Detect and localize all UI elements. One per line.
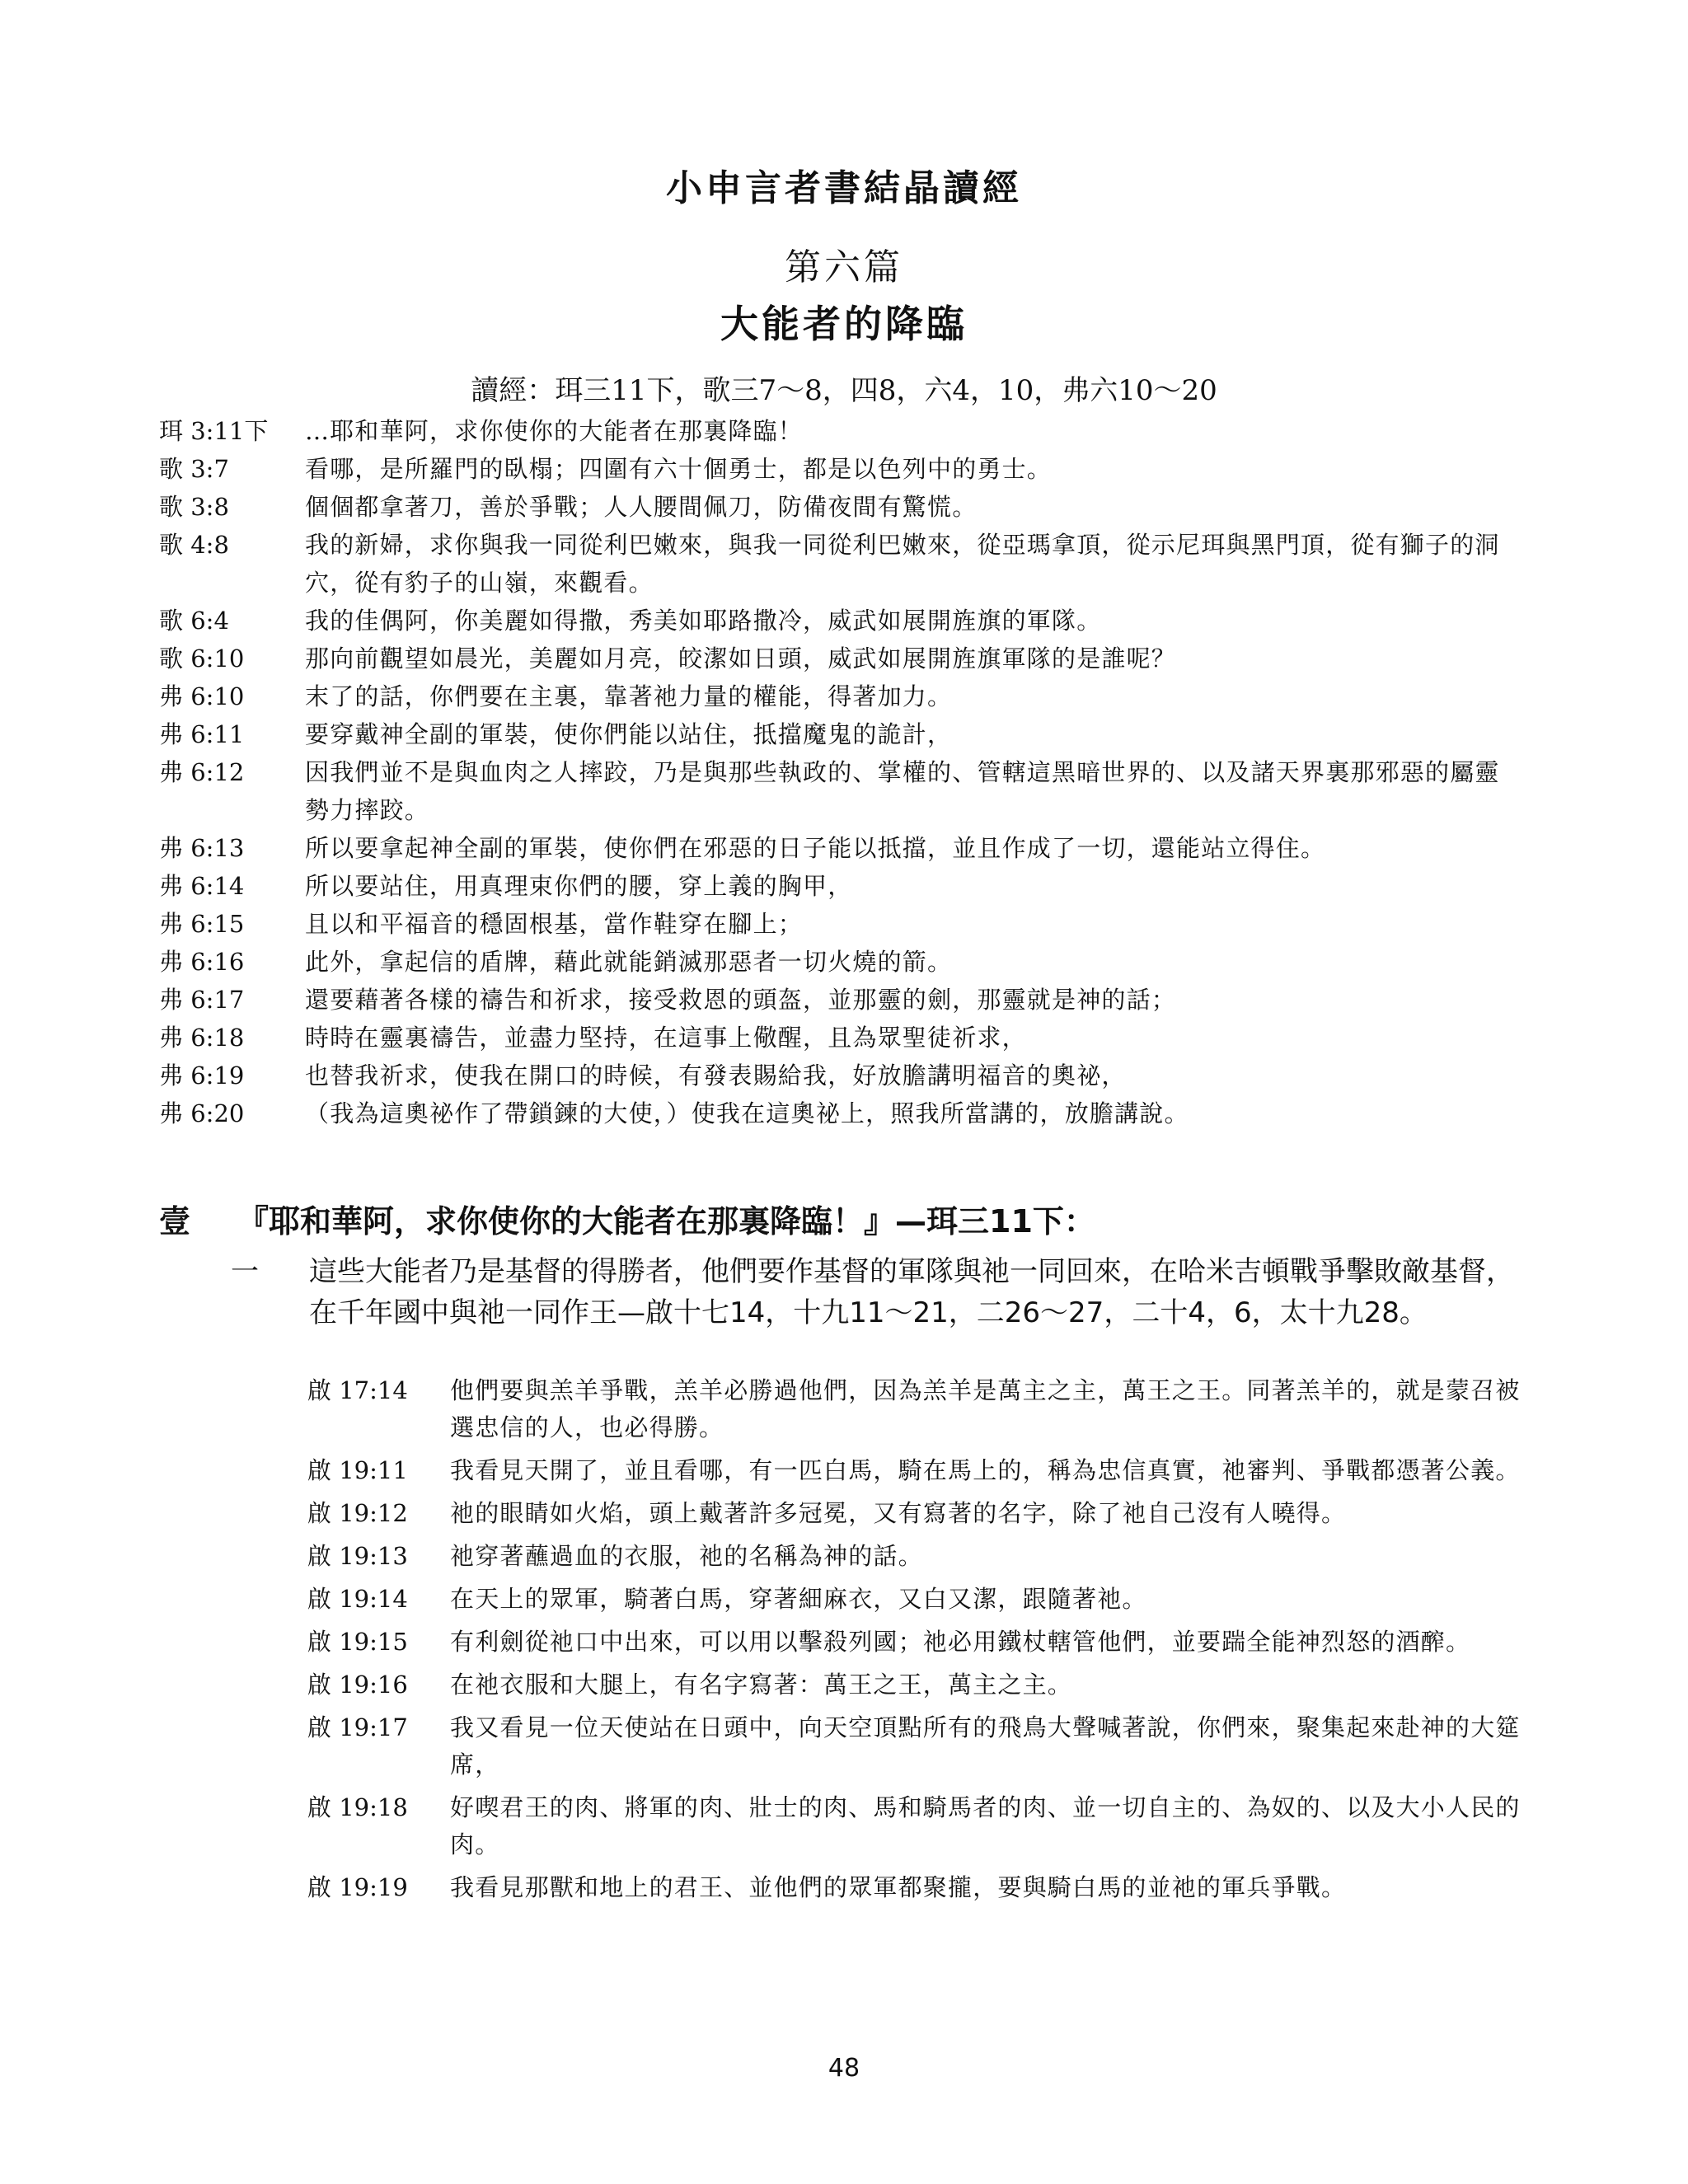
verse-reference: 啟 19:12 xyxy=(307,1499,408,1527)
verse-text: 所以要站住，用真理束你們的腰，穿上義的胸甲， xyxy=(305,872,853,900)
outline-heading-text: 『耶和華阿，求你使你的大能者在那裏降臨！』—珥三11下： xyxy=(237,1203,1095,1240)
verse-row xyxy=(159,450,1519,488)
verse-reference: 啟 19:17 xyxy=(307,1713,408,1741)
verse-text: 在天上的眾軍，騎著白馬，穿著細麻衣，又白又潔，跟隨著祂。 xyxy=(450,1585,1147,1613)
verse-text: 我看見那獸和地上的君王、並他們的眾軍都聚攏，要與騎白馬的並祂的軍兵爭戰。 xyxy=(450,1873,1347,1901)
verse-row xyxy=(307,1452,1527,1489)
verse-row xyxy=(159,943,1519,981)
verse-text: 我的佳偶阿，你美麗如得撒，秀美如耶路撒冷，威武如展開旌旗的軍隊。 xyxy=(305,607,1102,635)
verse-reference: 弗 6:19 xyxy=(159,1062,245,1090)
verse-reference: 歌 3:7 xyxy=(159,455,229,483)
verse-text: 末了的話，你們要在主裏，靠著祂力量的權能，得著加力。 xyxy=(305,682,953,710)
verse-text: 在祂衣服和大腿上，有名字寫著：萬王之王，萬主之主。 xyxy=(450,1671,1073,1699)
verse-text: 也替我祈求，使我在開口的時候，有發表賜給我，好放膽講明福音的奧祕， xyxy=(305,1062,1127,1090)
verse-reference: 珥 3:11下 xyxy=(159,417,269,445)
verse-reference: 啟 19:13 xyxy=(307,1542,408,1570)
verse-row xyxy=(307,1495,1527,1532)
scripture-reading: 讀經：珥三11下，歌三7～8，四8，六4，10，弗六10～20 xyxy=(471,374,1217,407)
verse-row xyxy=(159,867,1519,905)
verse-reference: 啟 17:14 xyxy=(307,1376,408,1404)
verse-reference: 啟 19:11 xyxy=(307,1456,408,1484)
verse-reference: 啟 19:15 xyxy=(307,1628,408,1656)
verse-row xyxy=(159,753,1519,829)
verse-reference: 弗 6:10 xyxy=(159,682,245,710)
verse-text: 祂的眼睛如火焰，頭上戴著許多冠冕，又有寫著的名字，除了祂自己沒有人曉得。 xyxy=(450,1499,1347,1527)
verse-text: 個個都拿著刀，善於爭戰；人人腰間佩刀，防備夜間有驚慌。 xyxy=(305,493,978,521)
verse-row xyxy=(159,488,1519,526)
outline-point xyxy=(231,1251,1525,1333)
verse-text: 所以要拿起神全副的軍裝，使你們在邪惡的日子能以抵擋，並且作成了一切，還能站立得住。 xyxy=(305,834,1326,862)
verse-row xyxy=(159,602,1519,640)
verse-text: 看哪，是所羅門的臥榻；四圍有六十個勇士，都是以色列中的勇士。 xyxy=(305,455,1053,483)
verse-text: 我的新婦，求你與我一同從利巴嫩來，與我一同從利巴嫩來，從亞瑪拿頂，從示尼珥與黑門頂，從有獅子的洞穴，從有豹子的山嶺，來觀看。 xyxy=(305,531,1500,597)
verse-reference: 歌 3:8 xyxy=(159,493,229,521)
verse-row xyxy=(159,829,1519,867)
verse-text: 因我們並不是與血肉之人摔跤，乃是與那些執政的、掌權的、管轄這黑暗世界的、以及諸天界裏那邪惡的屬靈勢力摔跤。 xyxy=(305,758,1500,824)
verse-row xyxy=(159,412,1519,450)
verse-row xyxy=(307,1581,1527,1618)
verse-reference: 弗 6:17 xyxy=(159,986,245,1014)
verse-row xyxy=(307,1624,1527,1661)
verse-reference: 歌 4:8 xyxy=(159,531,229,559)
verse-text: 他們要與羔羊爭戰，羔羊必勝過他們，因為羔羊是萬主之主，萬王之王。同著羔羊的，就是蒙召被選忠信的人，也必得勝。 xyxy=(450,1376,1521,1441)
verse-row xyxy=(159,981,1519,1019)
verse-reference: 啟 19:16 xyxy=(307,1671,408,1699)
outline-heading xyxy=(159,1199,1527,1244)
verse-row xyxy=(307,1709,1527,1783)
verse-reference: 弗 6:14 xyxy=(159,872,245,900)
verse-reference: 弗 6:13 xyxy=(159,834,245,862)
verse-row xyxy=(307,1538,1527,1575)
verse-row xyxy=(159,526,1519,602)
verse-row xyxy=(159,1094,1519,1132)
verse-reference: 啟 19:18 xyxy=(307,1793,408,1821)
verse-text: 有利劍從祂口中出來，可以用以擊殺列國；祂必用鐵杖轄管他們，並要踹全能神烈怒的酒醡。 xyxy=(450,1628,1471,1656)
verse-text: 我又看見一位天使站在日頭中，向天空頂點所有的飛鳥大聲喊著說，你們來，聚集起來赴神的大筵席， xyxy=(450,1713,1521,1779)
verse-row xyxy=(159,640,1519,677)
verse-text: …耶和華阿，求你使你的大能者在那裏降臨！ xyxy=(305,417,804,445)
page-number: 48 xyxy=(828,2054,860,2083)
verse-reference: 啟 19:14 xyxy=(307,1585,408,1613)
verse-reference: 弗 6:16 xyxy=(159,948,245,976)
verse-list xyxy=(159,412,1519,1132)
verse-row xyxy=(307,1869,1527,1906)
sub-verse-list xyxy=(307,1372,1527,1912)
verse-text: 要穿戴神全副的軍裝，使你們能以站住，抵擋魔鬼的詭計， xyxy=(305,720,953,748)
outline-point-text: 這些大能者乃是基督的得勝者，他們要作基督的軍隊與祂一同回來，在哈米吉頓戰爭擊敗敵基督，在千年國中與祂一同作王—啟十七14，十九11～21，二26～27，二十4，6，太十九28。 xyxy=(309,1255,1514,1329)
verse-row xyxy=(159,1057,1519,1094)
verse-text: 還要藉著各樣的禱告和祈求，接受救恩的頭盔，並那靈的劍，那靈就是神的話； xyxy=(305,986,1177,1014)
verse-row xyxy=(159,715,1519,753)
verse-row xyxy=(159,905,1519,943)
outline-heading-number: 壹 xyxy=(159,1203,191,1240)
verse-reference: 弗 6:15 xyxy=(159,910,245,938)
verse-row xyxy=(307,1666,1527,1704)
verse-reference: 歌 6:10 xyxy=(159,644,245,673)
verse-text: 時時在靈裏禱告，並盡力堅持，在這事上儆醒，且為眾聖徒祈求， xyxy=(305,1024,1027,1052)
verse-reference: 弗 6:18 xyxy=(159,1024,245,1052)
chapter-title: 大能者的降臨 xyxy=(720,302,968,346)
verse-text: 此外，拿起信的盾牌，藉此就能銷滅那惡者一切火燒的箭。 xyxy=(305,948,953,976)
verse-reference: 弗 6:12 xyxy=(159,758,245,786)
verse-text: 那向前觀望如晨光，美麗如月亮，皎潔如日頭，威武如展開旌旗軍隊的是誰呢？ xyxy=(305,644,1177,673)
verse-text: 好喫君王的肉、將軍的肉、壯士的肉、馬和騎馬者的肉、並一切自主的、為奴的、以及大小人民的肉。 xyxy=(450,1793,1521,1858)
book-title: 小申言者書結晶讀經 xyxy=(666,167,1022,209)
verse-text: 我看見天開了，並且看哪，有一匹白馬，騎在馬上的，稱為忠信真實，祂審判、爭戰都憑著公義。 xyxy=(450,1456,1521,1484)
outline-point-number: 一 xyxy=(231,1255,259,1288)
verse-row xyxy=(159,1019,1519,1057)
chapter-number: 第六篇 xyxy=(785,246,903,288)
verse-reference: 弗 6:11 xyxy=(159,720,245,748)
verse-row xyxy=(307,1372,1527,1446)
verse-row xyxy=(159,677,1519,715)
verse-reference: 歌 6:4 xyxy=(159,607,229,635)
verse-reference: 啟 19:19 xyxy=(307,1873,408,1901)
verse-row xyxy=(307,1789,1527,1863)
verse-reference: 弗 6:20 xyxy=(159,1099,245,1127)
verse-text: 祂穿著蘸過血的衣服，祂的名稱為神的話。 xyxy=(450,1542,923,1570)
verse-text: （我為這奧祕作了帶鎖鍊的大使，）使我在這奧祕上，照我所當講的，放膽講說。 xyxy=(305,1099,1189,1127)
verse-text: 且以和平福音的穩固根基，當作鞋穿在腳上； xyxy=(305,910,804,938)
